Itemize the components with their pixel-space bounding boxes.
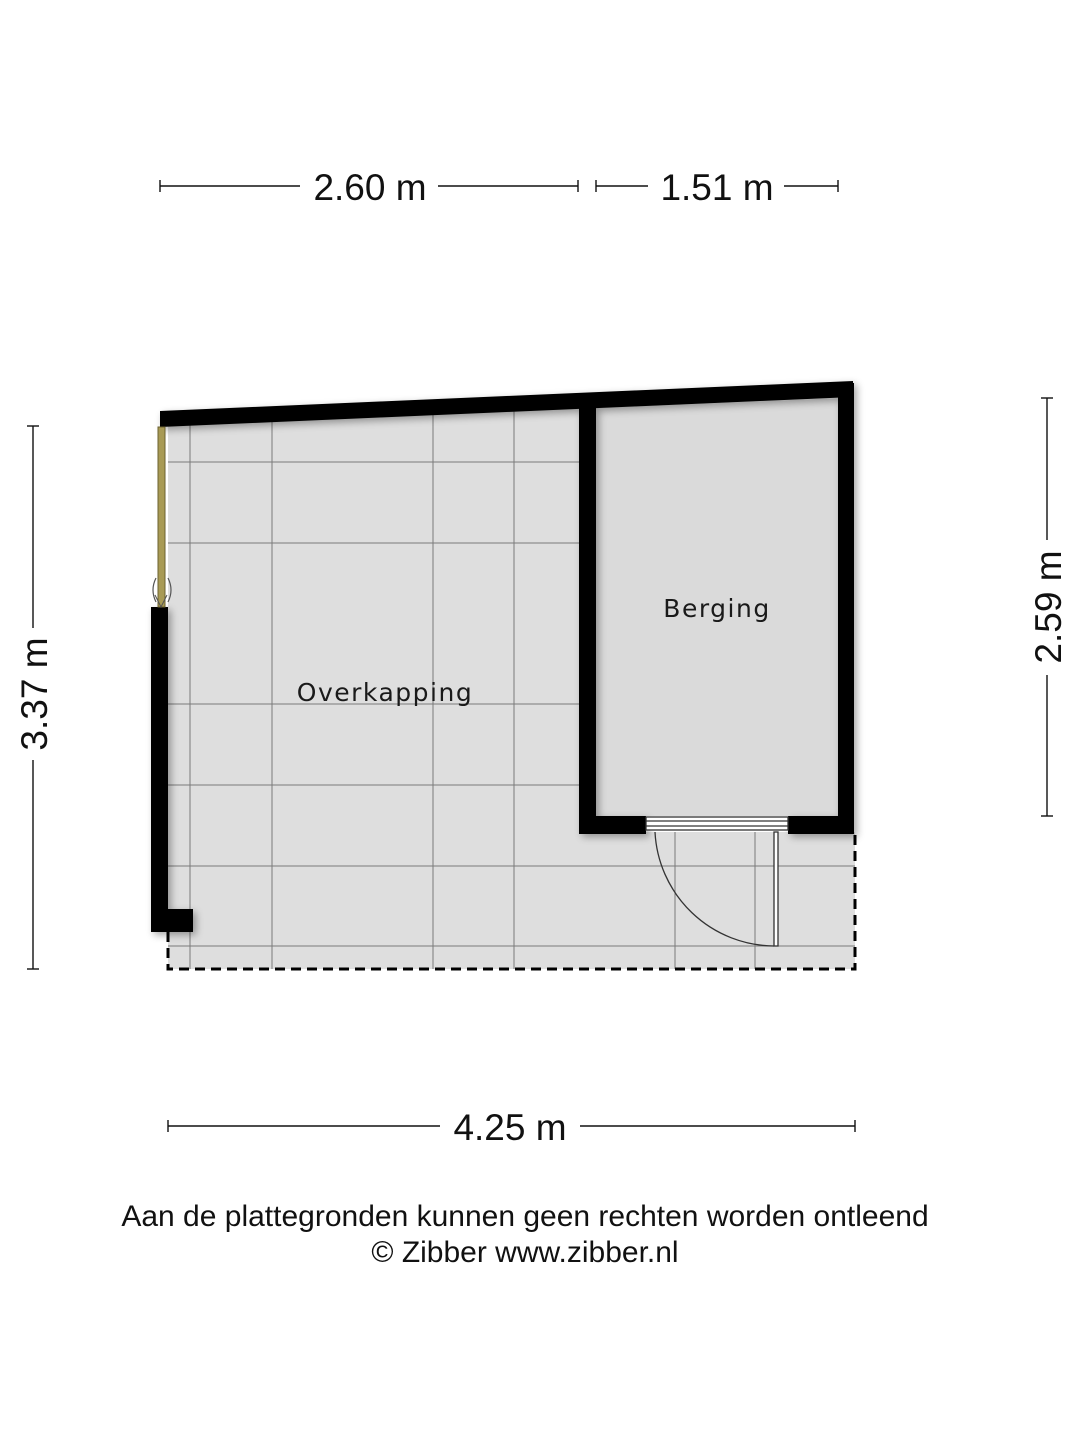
copyright-text: © Zibber www.zibber.nl xyxy=(371,1236,679,1269)
left-wall-stub xyxy=(151,909,193,932)
room-label-berging: Berging xyxy=(663,594,771,623)
disclaimer-text: Aan de plattegronden kunnen geen rechten worden ontleend xyxy=(121,1200,929,1233)
berging-right-wall xyxy=(838,383,854,834)
berging-left-wall xyxy=(579,396,596,834)
dimension-top-right: 1.51 m xyxy=(660,167,774,208)
berging-bottom-wall-left xyxy=(579,816,646,834)
dimension-top-left: 2.60 m xyxy=(313,167,427,208)
berging-bottom-wall-right xyxy=(788,816,854,834)
dimension-bottom: 4.25 m xyxy=(453,1107,567,1148)
left-wall xyxy=(151,607,168,932)
room-label-overkapping: Overkapping xyxy=(296,678,474,707)
dimension-right: 2.59 m xyxy=(1028,550,1069,664)
dimension-left: 3.37 m xyxy=(14,637,55,751)
